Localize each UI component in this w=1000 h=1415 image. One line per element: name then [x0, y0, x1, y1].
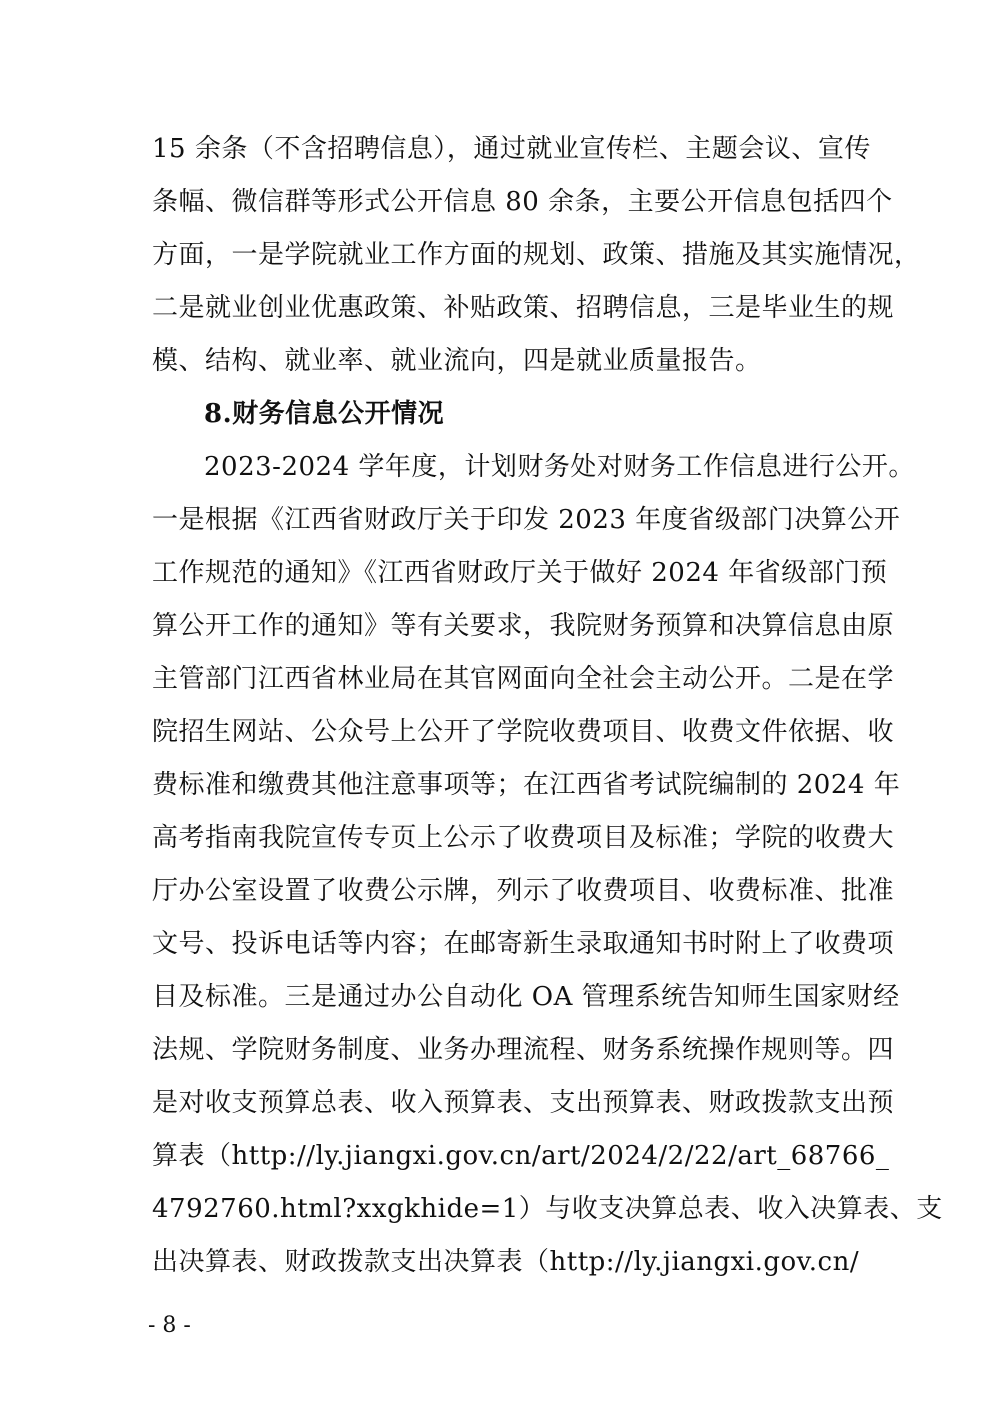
- paragraph-line: 二是就业创业优惠政策、补贴政策、招聘信息，三是毕业生的规: [152, 293, 895, 323]
- paragraph-line: 条幅、微信群等形式公开信息 80 余条，主要公开信息包括四个: [152, 187, 893, 217]
- paragraph-line: 院招生网站、公众号上公开了学院收费项目、收费文件依据、收: [152, 717, 895, 747]
- paragraph-line: 文号、投诉电话等内容；在邮寄新生录取通知书时附上了收费项: [152, 929, 895, 959]
- section-heading: 8.财务信息公开情况: [204, 399, 445, 429]
- paragraph-line: 目及标准。三是通过办公自动化 OA 管理系统告知师生国家财经: [152, 982, 900, 1012]
- paragraph-line: 2023-2024 学年度，计划财务处对财务工作信息进行公开。: [204, 452, 915, 482]
- paragraph-line: 法规、学院财务制度、业务办理流程、财务系统操作规则等。四: [152, 1035, 895, 1065]
- paragraph-line: 算公开工作的通知》等有关要求，我院财务预算和决算信息由原: [152, 611, 895, 641]
- paragraph-line: 出决算表、财政拨款支出决算表（http://ly.jiangxi.gov.cn/: [152, 1247, 860, 1277]
- paragraph-line: 工作规范的通知》《江西省财政厅关于做好 2024 年省级部门预: [152, 558, 888, 588]
- paragraph-line: 费标准和缴费其他注意事项等；在江西省考试院编制的 2024 年: [152, 770, 901, 800]
- page-number: - 8 -: [148, 1313, 191, 1338]
- paragraph-line: 4792760.html?xxgkhide=1）与收支决算总表、收入决算表、支: [152, 1194, 943, 1224]
- paragraph-line: 算表（http://ly.jiangxi.gov.cn/art/2024/2/22/art_68766_: [152, 1141, 890, 1171]
- paragraph-line: 模、结构、就业率、就业流向，四是就业质量报告。: [152, 346, 762, 376]
- paragraph-line: 15 余条（不含招聘信息），通过就业宣传栏、主题会议、宣传: [152, 134, 871, 164]
- paragraph-line: 厅办公室设置了收费公示牌，列示了收费项目、收费标准、批准: [152, 876, 895, 906]
- paragraph-line: 一是根据《江西省财政厅关于印发 2023 年度省级部门决算公开: [152, 505, 901, 535]
- paragraph-line: 主管部门江西省林业局在其官网面向全社会主动公开。二是在学: [152, 664, 895, 694]
- paragraph-line: 方面，一是学院就业工作方面的规划、政策、措施及其实施情况，: [152, 240, 921, 270]
- paragraph-line: 是对收支预算总表、收入预算表、支出预算表、财政拨款支出预: [152, 1088, 895, 1118]
- paragraph-line: 高考指南我院宣传专页上公示了收费项目及标准；学院的收费大: [152, 823, 895, 853]
